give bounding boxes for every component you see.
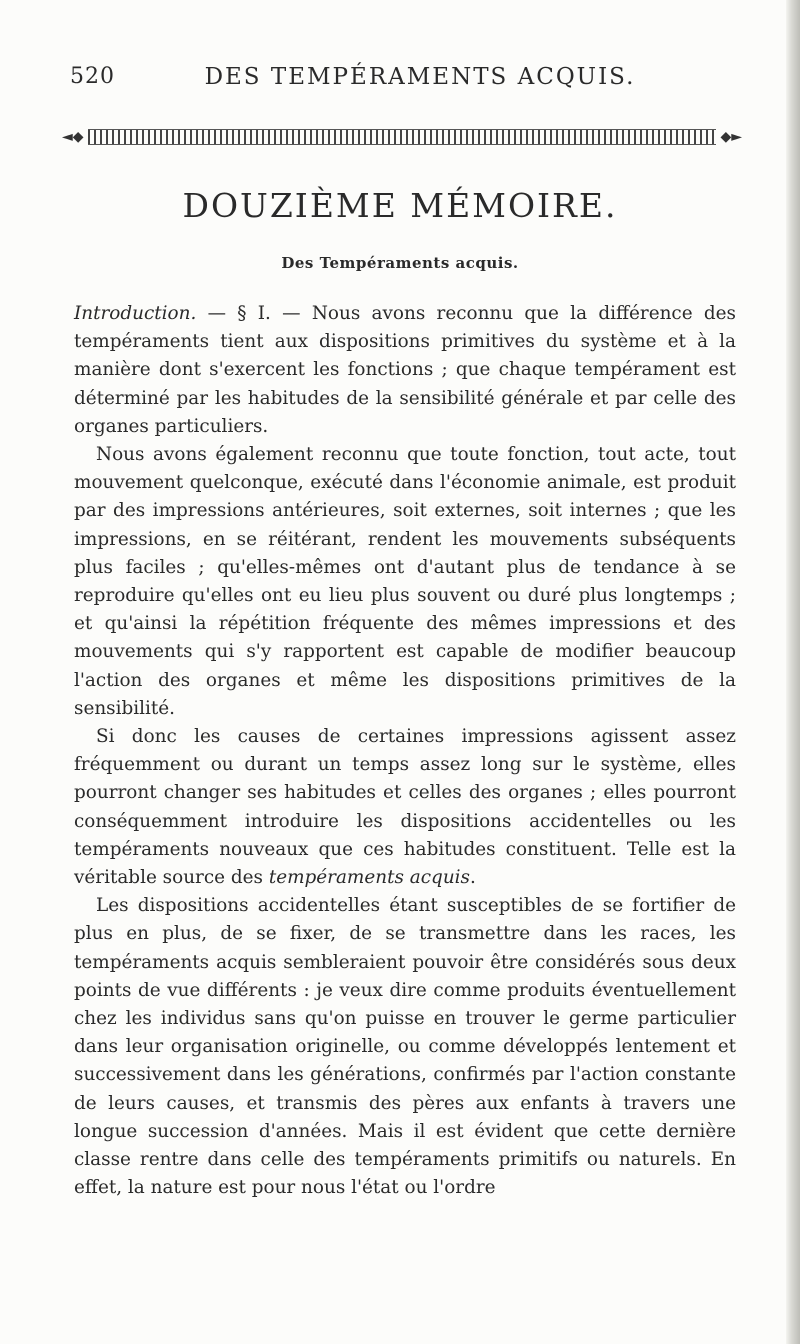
paragraph-3-end: . (469, 867, 476, 889)
ornamental-rule (62, 126, 742, 148)
running-title: DES TEMPÉRAMENTS ACQUIS. (204, 64, 636, 90)
ornament-left-cap-icon: ◄◆ (62, 129, 84, 145)
page-edge-shadow (786, 0, 800, 1344)
paragraph-2: Nous avons également reconnu que toute fonction, tout acte, tout mouvement quelconque, exécuté dans l'économie animale, est produit par des impressions antérieures, soit externes, soit internes ; que les impressions, en se réitérant, rendent les mouvements subséquents plus faciles ; qu'elles-mêmes ont d'autant plus de tendance à se reproduire qu'elles ont eu lieu plus souvent ou duré plus longtemps ; et qu'ainsi la répétition fréquente des mêmes impressions et des mouvements qui s'y rapportent est capable de modifier beaucoup l'action des organes et même les dispositions primitives de la sensibilité. (74, 444, 736, 719)
page-header (70, 64, 740, 104)
body-text (74, 300, 736, 1203)
ornament-right-cap-icon: ◆► (720, 129, 742, 145)
page-number: 520 (70, 64, 115, 89)
paragraph-4: Les dispositions accidentelles étant susceptibles de se fortifier de plus en plus, de se fixer, de se transmettre dans les races, les tempéraments acquis sembleraient pouvoir être considérés sous deux points de vue différents : je veux dire comme produits éventuellement chez les individus sans qu'on puisse en trouver le germe particulier dans leur organisation originelle, ou comme développés lentement et successivement dans les générations, confirmés par l'action constante de leurs causes, et transmis des pères aux enfants à travers une longue succession d'années. Mais il est évident que cette dernière classe rentre dans celle des tempéraments primitifs ou naturels. En effet, la nature est pour nous l'état ou l'ordre (74, 895, 736, 1199)
intro-label: Introduction. (74, 303, 197, 324)
chapter-title: DOUZIÈME MÉMOIRE. (182, 186, 618, 225)
ornament-band (88, 129, 717, 145)
paragraph-3 (74, 723, 736, 892)
chapter-subtitle: Des Tempéraments acquis. (281, 254, 519, 272)
paragraph-3-text: Si donc les causes de certaines impressions agissent assez fréquemment ou durant un temps assez long sur le système, elles pourront changer ses habitudes et celles des organes ; elles pourront conséquemment introduire les dispositions accidentelles ou les tempéraments nouveaux que ces habitudes constituent. Telle est la véritable source des (74, 726, 736, 889)
paragraph-1-text: — § I. — Nous avons reconnu que la différence des tempéraments tient aux dispositions primitives du système et à la manière dont s'exercent les fonctions ; que chaque tempérament est déterminé par les habitudes de la sensibilité générale et par celle des organes particuliers. (74, 303, 736, 437)
paragraph-1 (74, 300, 736, 441)
italic-term: tempéraments acquis (268, 867, 470, 889)
